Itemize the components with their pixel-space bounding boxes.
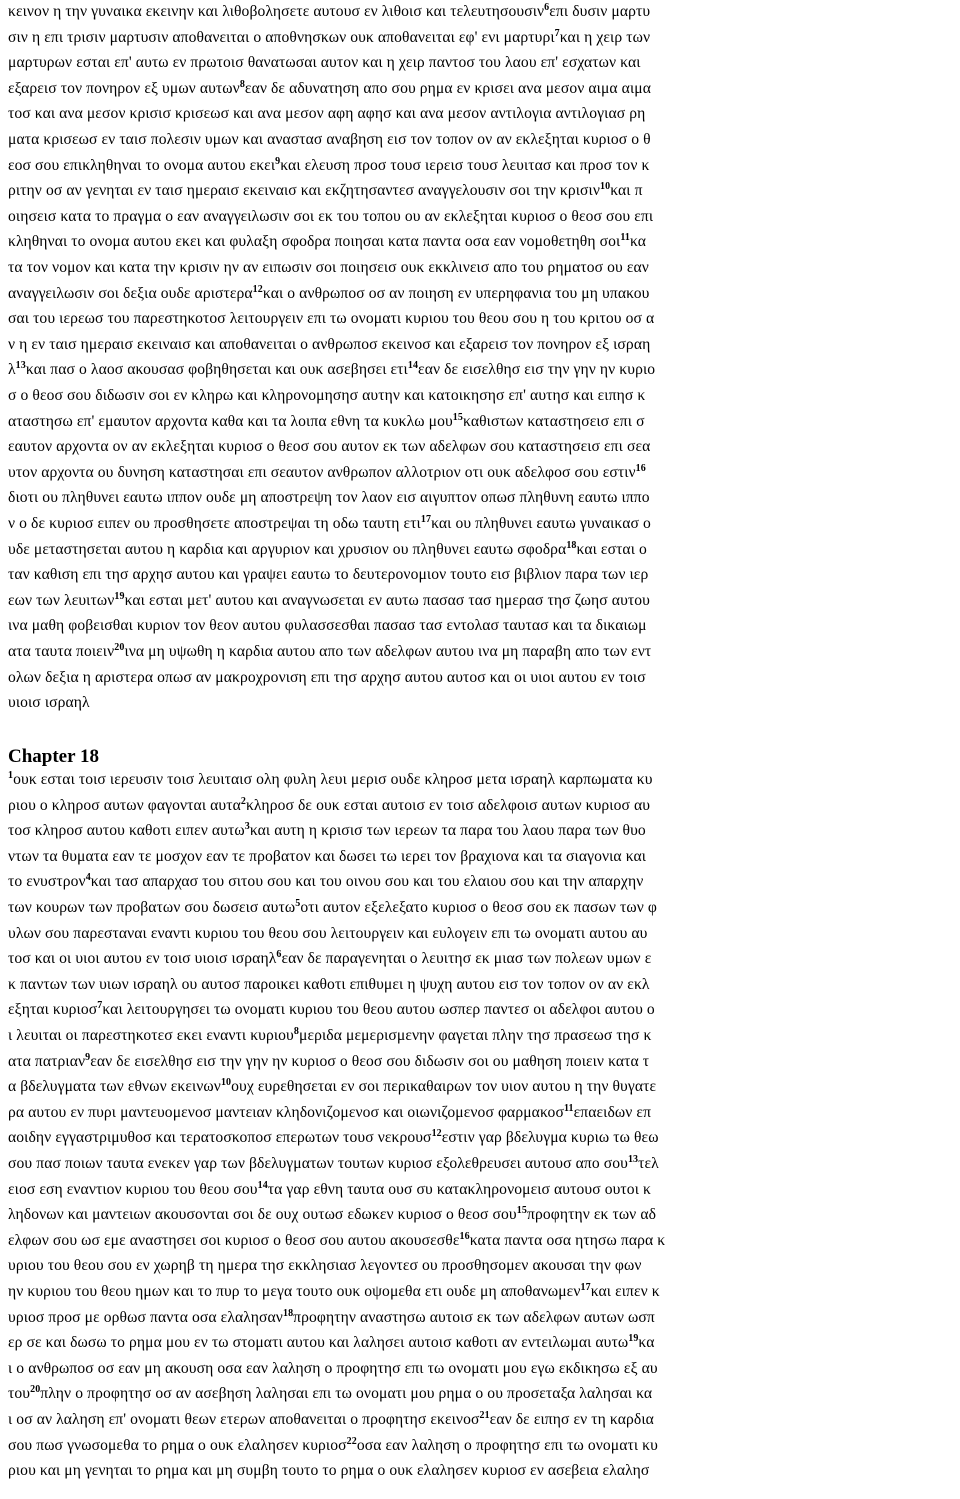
text-line: των κουρων των προβατων σου δωσεισ αυτω$^5$οτι αυτον εξελεξατο κυριοσ ο θεοσ σου εκ πασων των φ	[8, 898, 658, 916]
text-line: υριοσ προσ με ορθωσ παντα οσα ελαλησαν$^{18}$προφητην αναστησω αυτοισ εκ των αδελφων αυτων ωσπ	[8, 1307, 655, 1326]
verse-number: 13	[627, 1154, 639, 1165]
text-line: ν η εν ταισ ημεραισ εκειναισ και αποθανειται ο ανθρωποσ εκεινοσ και εξαρεισ τον πονηρον εξ ισραη	[8, 335, 651, 353]
text-line: ολων δεξια η αριστερα οπωσ αν μακροχρονιση επι τησ αρχησ αυτου αυτοσ και οι υιοι αυτου εν τοισ	[8, 668, 646, 686]
verse-number: 19	[628, 1333, 639, 1345]
verse-number: 17	[420, 514, 432, 525]
verse-number: 10	[600, 181, 611, 193]
text-line: ελφων σου ωσ εμε αναστησει σοι κυριοσ ο θεοσ σου αυτου ακουσεσθε$^{16}$κατα παντα οσα ητησω παρα κ	[8, 1230, 666, 1249]
text-line: ριου και μη γενηται το ρημα και μη συμβη τουτο το ρημα ο ουκ ελαλησεν κυριοσ εν ασεβεια ελαλησ	[8, 1462, 650, 1480]
verse-number: 21	[479, 1410, 490, 1421]
verse-number: 12	[431, 1128, 442, 1140]
text-line: ι οσ αν λαληση επ' ονοματι θεων ετερων αποθανειται ο προφητησ εκεινοσ$^{21}$εαν δε ειπησ εν τη καρδια	[8, 1410, 654, 1428]
text-line: αοιδην εγγαστριμυθοσ και τερατοσκοποσ επερωτων τουσ νεκρουσ$^{12}$εστιν γαρ βδελυγμα κυριω τω θεω	[8, 1128, 659, 1147]
verse-number: 6	[276, 949, 282, 961]
text-line: σου πασ ποιων ταυτα ενεκεν γαρ των βδελυγματων τουτων κυριοσ εξολεθρευσει αυτουσ απο σου$^{13}$τελ	[8, 1154, 659, 1172]
text-line: τα τον νομον και κατα την κρισιν ην αν ειπωσιν σοι ποιησεισ ουκ εκκλινεισ απο του ρηματοσ ου εαν	[8, 259, 649, 276]
verse-number: 1	[8, 770, 14, 781]
verse-number: 5	[295, 898, 301, 909]
verse-number: 18	[282, 1307, 294, 1319]
text-line: διοτι ου πληθυνει εαυτω ιππον ουδε μη αποστρεψη τον λαον εισ αιγυπτον οπωσ πληθυνη εαυτω ιππο	[8, 489, 650, 507]
text-line: τοσ και ανα μεσον κρισισ κρισεωσ και ανα μεσον αφη αφησ και ανα μεσον αντιλογια αντιλογιασ ρη	[8, 105, 646, 123]
verse-number: 15	[452, 411, 463, 423]
verse-number: 8	[293, 1026, 299, 1037]
text-line: ριτην οσ αν γενηται εν ταισ ημεραισ εκειναισ και εκζητησαντεσ αναγγελουσιν σοι την κρισιν$^{10}$και π	[8, 181, 643, 200]
verse-number: 14	[257, 1179, 268, 1191]
text-line: ριου ο κληροσ αυτων φαγονται αυτα$^2$κληροσ δε ουκ εσται αυτοισ εν τοισ αδελφοισ αυτων κυριοσ αυ	[8, 795, 651, 814]
text-line: αταστησω επ' εμαυτον αρχοντα καθα και τα λοιπα εθνη τα κυκλω μου$^{15}$καθιστων καταστησεισ επι σ	[8, 411, 645, 430]
verse-number: 3	[244, 821, 250, 833]
verse-number: 20	[114, 642, 125, 653]
verse-number: 13	[15, 360, 26, 372]
verse-number: 14	[407, 360, 419, 372]
verse-number: 9	[275, 155, 281, 167]
text-line: ι ο ανθρωποσ οσ εαν μη ακουση οσα εαν λαληση ο προφητησ επι τω ονοματι μου εγω εκδικησω εξ αυ	[8, 1359, 658, 1377]
verse-number: 8	[239, 78, 245, 90]
text-line: $^1$ουκ εσται τοισ ιερευσιν τοισ λευιταισ ολη φυλη λευι μερισ ουδε κληροσ μετα ισραηλ καρπωματα κυ	[8, 770, 653, 788]
text-line: ι λευιται οι παρεστηκοτεσ εκει εναντι κυριου$^8$μεριδα μεμερισμενην φαγεται πλην τησ πρασεωσ τησ κ	[8, 1026, 652, 1044]
text-line: υτον αρχοντα ου δυνηση καταστησαι επι σεαυτον ανθρωπον αλλοτριον οτι ουκ αδελφοσ σου εστιν$^{16}$	[8, 462, 646, 481]
text-line: σ ο θεοσ σου διδωσιν σοι εν κληρω και κληρονομησησ αυτην και κατοικησησ επ' αυτησ και ειπησ κ	[8, 387, 646, 404]
text-line: ρα αυτου εν πυρι μαντευομενοσ μαντειαν κληδονιζομενοσ και οιωνιζομενοσ φαρμακοσ$^{11}$επαειδων επ	[8, 1102, 652, 1121]
verse-number: 2	[240, 795, 246, 807]
verse-number: 16	[459, 1230, 470, 1242]
text-line: ατα ταυτα ποιειν$^{20}$ινα μη υψωθη η καρδια αυτου απο των αδελφων αυτου ινα μη παραβη απο των εντ	[8, 642, 652, 660]
verse-number: 18	[566, 539, 577, 551]
text-line: εων των λευιτων$^{19}$και εσται μετ' αυτου και αναγνωσεται εν αυτω πασασ τασ ημερασ τησ ζωησ αυτου	[8, 590, 650, 609]
verse-number: 11	[620, 232, 630, 244]
text-line: $\lambda^{13}\kappa\alpha\iota$ πασ ο λαοσ ακουσασ φοβηθησεται και ουκ ασεβησει ετι$^{14}$εαν δε εισελθησ εισ την γην ην κυριο	[8, 360, 656, 379]
verse-number: 22	[346, 1435, 357, 1447]
verse-number: 17	[580, 1282, 591, 1293]
text-line: κεινον η την γυναικα εκεινην και λιθοβολησετε αυτουσ εν λιθοισ και τελευτησουσιν$^6$επι δυσιν μαρτυ	[8, 2, 651, 20]
verse-number: 9	[85, 1051, 91, 1063]
text-line: τοσ κληροσ αυτου καθοτι ειπεν αυτω$^3$και αυτη η κρισισ των ιερεων τα παρα του λαου παρα των θυο	[8, 821, 646, 840]
text-line: εξηται κυριοσ$^7$και λειτουργησει τω ονοματι κυριου του θεου αυτου ωσπερ παντεσ οι αδελφοι αυτου ο	[8, 1000, 655, 1019]
text-line: σου πωσ γνωσομεθα το ρημα ο ουκ ελαλησεν κυριοσ$^{22}$οσα εαν λαληση ο προφητησ επι τω ονοματι κυ	[8, 1435, 658, 1454]
verse-number: 7	[97, 1000, 103, 1012]
text-line: το ενυστρον$^4$και τασ απαρχασ του σιτου σου και του οινου σου και του ελαιου σου και την απαρχην	[8, 872, 644, 891]
verse-number: 6	[544, 2, 550, 13]
text-line: ματα κρισεωσ εν ταισ πολεσιν υμων και αναστασ αναβηση εισ τον τοπον ον αν εκλεξηται κυριοσ ο θ	[8, 131, 651, 148]
text-line: υιοισ ισραηλ	[8, 694, 90, 712]
text-line: αναγγειλωσιν σοι δεξια ουδε αριστερα$^{12}$και ο ανθρωποσ οσ αν ποιηση εν υπερηφανια του μη υπακου	[8, 283, 650, 302]
text-line: του$^{20}$πλην ο προφητησ οσ αν ασεβηση λαλησαι επι τω ονοματι μου ρημα ο ου προσεταξα λαλησαι κα	[8, 1384, 653, 1403]
text-line: υδε μεταστησεται αυτου η καρδια και αργυριον και χρυσιον ου πληθυνει εαυτω σφοδρα$^{18}$και εσται ο	[8, 539, 647, 558]
verse-number: 10	[220, 1077, 232, 1089]
text-line: εαυτον αρχοντα ον αν εκλεξηται κυριοσ ο θεοσ σου αυτον εκ των αδελφων σου καταστησεισ επι σεα	[8, 438, 651, 456]
text-line: υριου του θεου σου εν χωρηβ τη ημερα τησ εκκλησιασ λεγοντεσ ου προσθησομεν ακουσαι την φων	[8, 1257, 642, 1275]
text-line: τοσ και οι υιοι αυτου εν τοισ υιοισ ισραηλ$^6$εαν δε παραγενηται ο λευιτησ εκ μιασ των πολεων υμων ε	[8, 949, 652, 968]
verse-number: 16	[635, 462, 646, 474]
text-line: κληθηναι το ονομα αυτου εκει και φυλαξη σφοδρα ποιησαι κατα παντα οσα εαν νομοθετηθη σοι$^{11}$κα	[8, 232, 647, 251]
text-line: ντων τα θυματα εαν τε μοσχον εαν τε προβατον και δωσει τω ιερει τον βραχιονα και τα σιαγονια και	[8, 847, 647, 865]
text-line: ερ σε και δωσω το ρημα μου εν τω στοματι αυτου και λαλησει αυτοισ καθοτι αν εντειλωμαι αυτω$^{19}$κα	[8, 1333, 655, 1352]
text-line: μαρτυρων εσται επ' αυτω εν πρωτοισ θανατωσαι αυτον και η χειρ παντοσ του λαου επ' εσχατων και	[8, 54, 641, 72]
text-line: α βδελυγματα των εθνων εκεινων$^{10}$ουχ ευρεθησεται εν σοι περικαθαιρων τον υιον αυτου η την θυγατε	[8, 1077, 657, 1096]
text-line: εξαρεισ τον πονηρον εξ υμων αυτων$^8$εαν δε αδυνατηση απο σου ρημα εν κρισει ανα μεσον αιμα αιμα	[8, 78, 651, 97]
text-line: ειοσ εση εναντιον κυριου του θεου σου$^{14}$τα γαρ εθνη ταυτα ουσ συ κατακληρονομεισ αυτουσ ουτοι κ	[8, 1179, 651, 1198]
verse-number: 12	[252, 283, 263, 295]
verse-number: 11	[563, 1102, 574, 1114]
text-line: ληδονων και μαντειων ακουσονται σοι δε ουχ ουτωσ εδωκεν κυριοσ ο θεοσ σου$^{15}$προφητην εκ των αδ	[8, 1205, 657, 1224]
text-line: ταν καθιση επι τησ αρχησ αυτου και γραψει εαυτω το δευτερονομιον τουτο εισ βιβλιον παρα των ιερ	[8, 566, 649, 584]
verse-number: 19	[114, 590, 125, 602]
text-line: σιν η επι τρισιν μαρτυσιν αποθανειται ο αποθνησκων ουκ αποθανειται εφ' ενι μαρτυρι$^7$και η χειρ των	[8, 27, 651, 46]
verse-number: 20	[30, 1384, 41, 1396]
chapter-heading: Chapter 18	[8, 746, 99, 767]
text-line: υλων σου παρεσταναι εναντι κυριου του θεου σου λειτουργειν και ευλογειν επι τω ονοματι αυτου αυ	[8, 924, 648, 942]
verse-number: 7	[554, 27, 560, 39]
text-line: ην κυριου του θεου ημων και το πυρ το μεγα τουτο ουκ οψομεθα ετι ουδε μη αποθανωμεν$^{17}$και ειπεν κ	[8, 1282, 660, 1300]
text-line: ινα μαθη φοβεισθαι κυριον τον θεον αυτου φυλασσεσθαι πασασ τασ εντολασ ταυτασ και τα δικαιωμ	[8, 617, 647, 635]
text-line: ατα πατριαν$^9$εαν δε εισελθησ εισ την γην ην κυριοσ ο θεοσ σου διδωσιν σοι ου μαθηση ποιειν κατα τ	[8, 1051, 650, 1070]
text-line: ν ο δε κυριοσ ειπεν ου προσθησετε αποστρεψαι τη οδω ταυτη ετι$^{17}$και ου πληθυνει εαυτω γυναικασ ο	[8, 514, 651, 532]
text-line: σαι του ιερεωσ του παρεστηκοτοσ λειτουργειν επι τω ονοματι κυριου του θεου σου η του κριτου οσ α	[8, 310, 655, 328]
verse-number: 15	[516, 1205, 527, 1217]
text-line: κ παντων των υιων ισραηλ ου αυτοσ παροικει καθοτι επιθυμει η ψυχη αυτου εισ τον τοπον ον αν εκλ	[8, 975, 650, 993]
text-line: οιησεισ κατα το πραγμα ο εαν αναγγειλωσιν σοι εκ του τοπου ου αν εκλεξηται κυριοσ ο θεοσ σου επι	[8, 207, 654, 225]
verse-number: 4	[85, 872, 91, 884]
text-line: εοσ σου επικληθηναι το ονομα αυτου εκει$^9$και ελευση προσ τουσ ιερεισ τουσ λευιτασ και προσ τον κ	[8, 155, 650, 174]
